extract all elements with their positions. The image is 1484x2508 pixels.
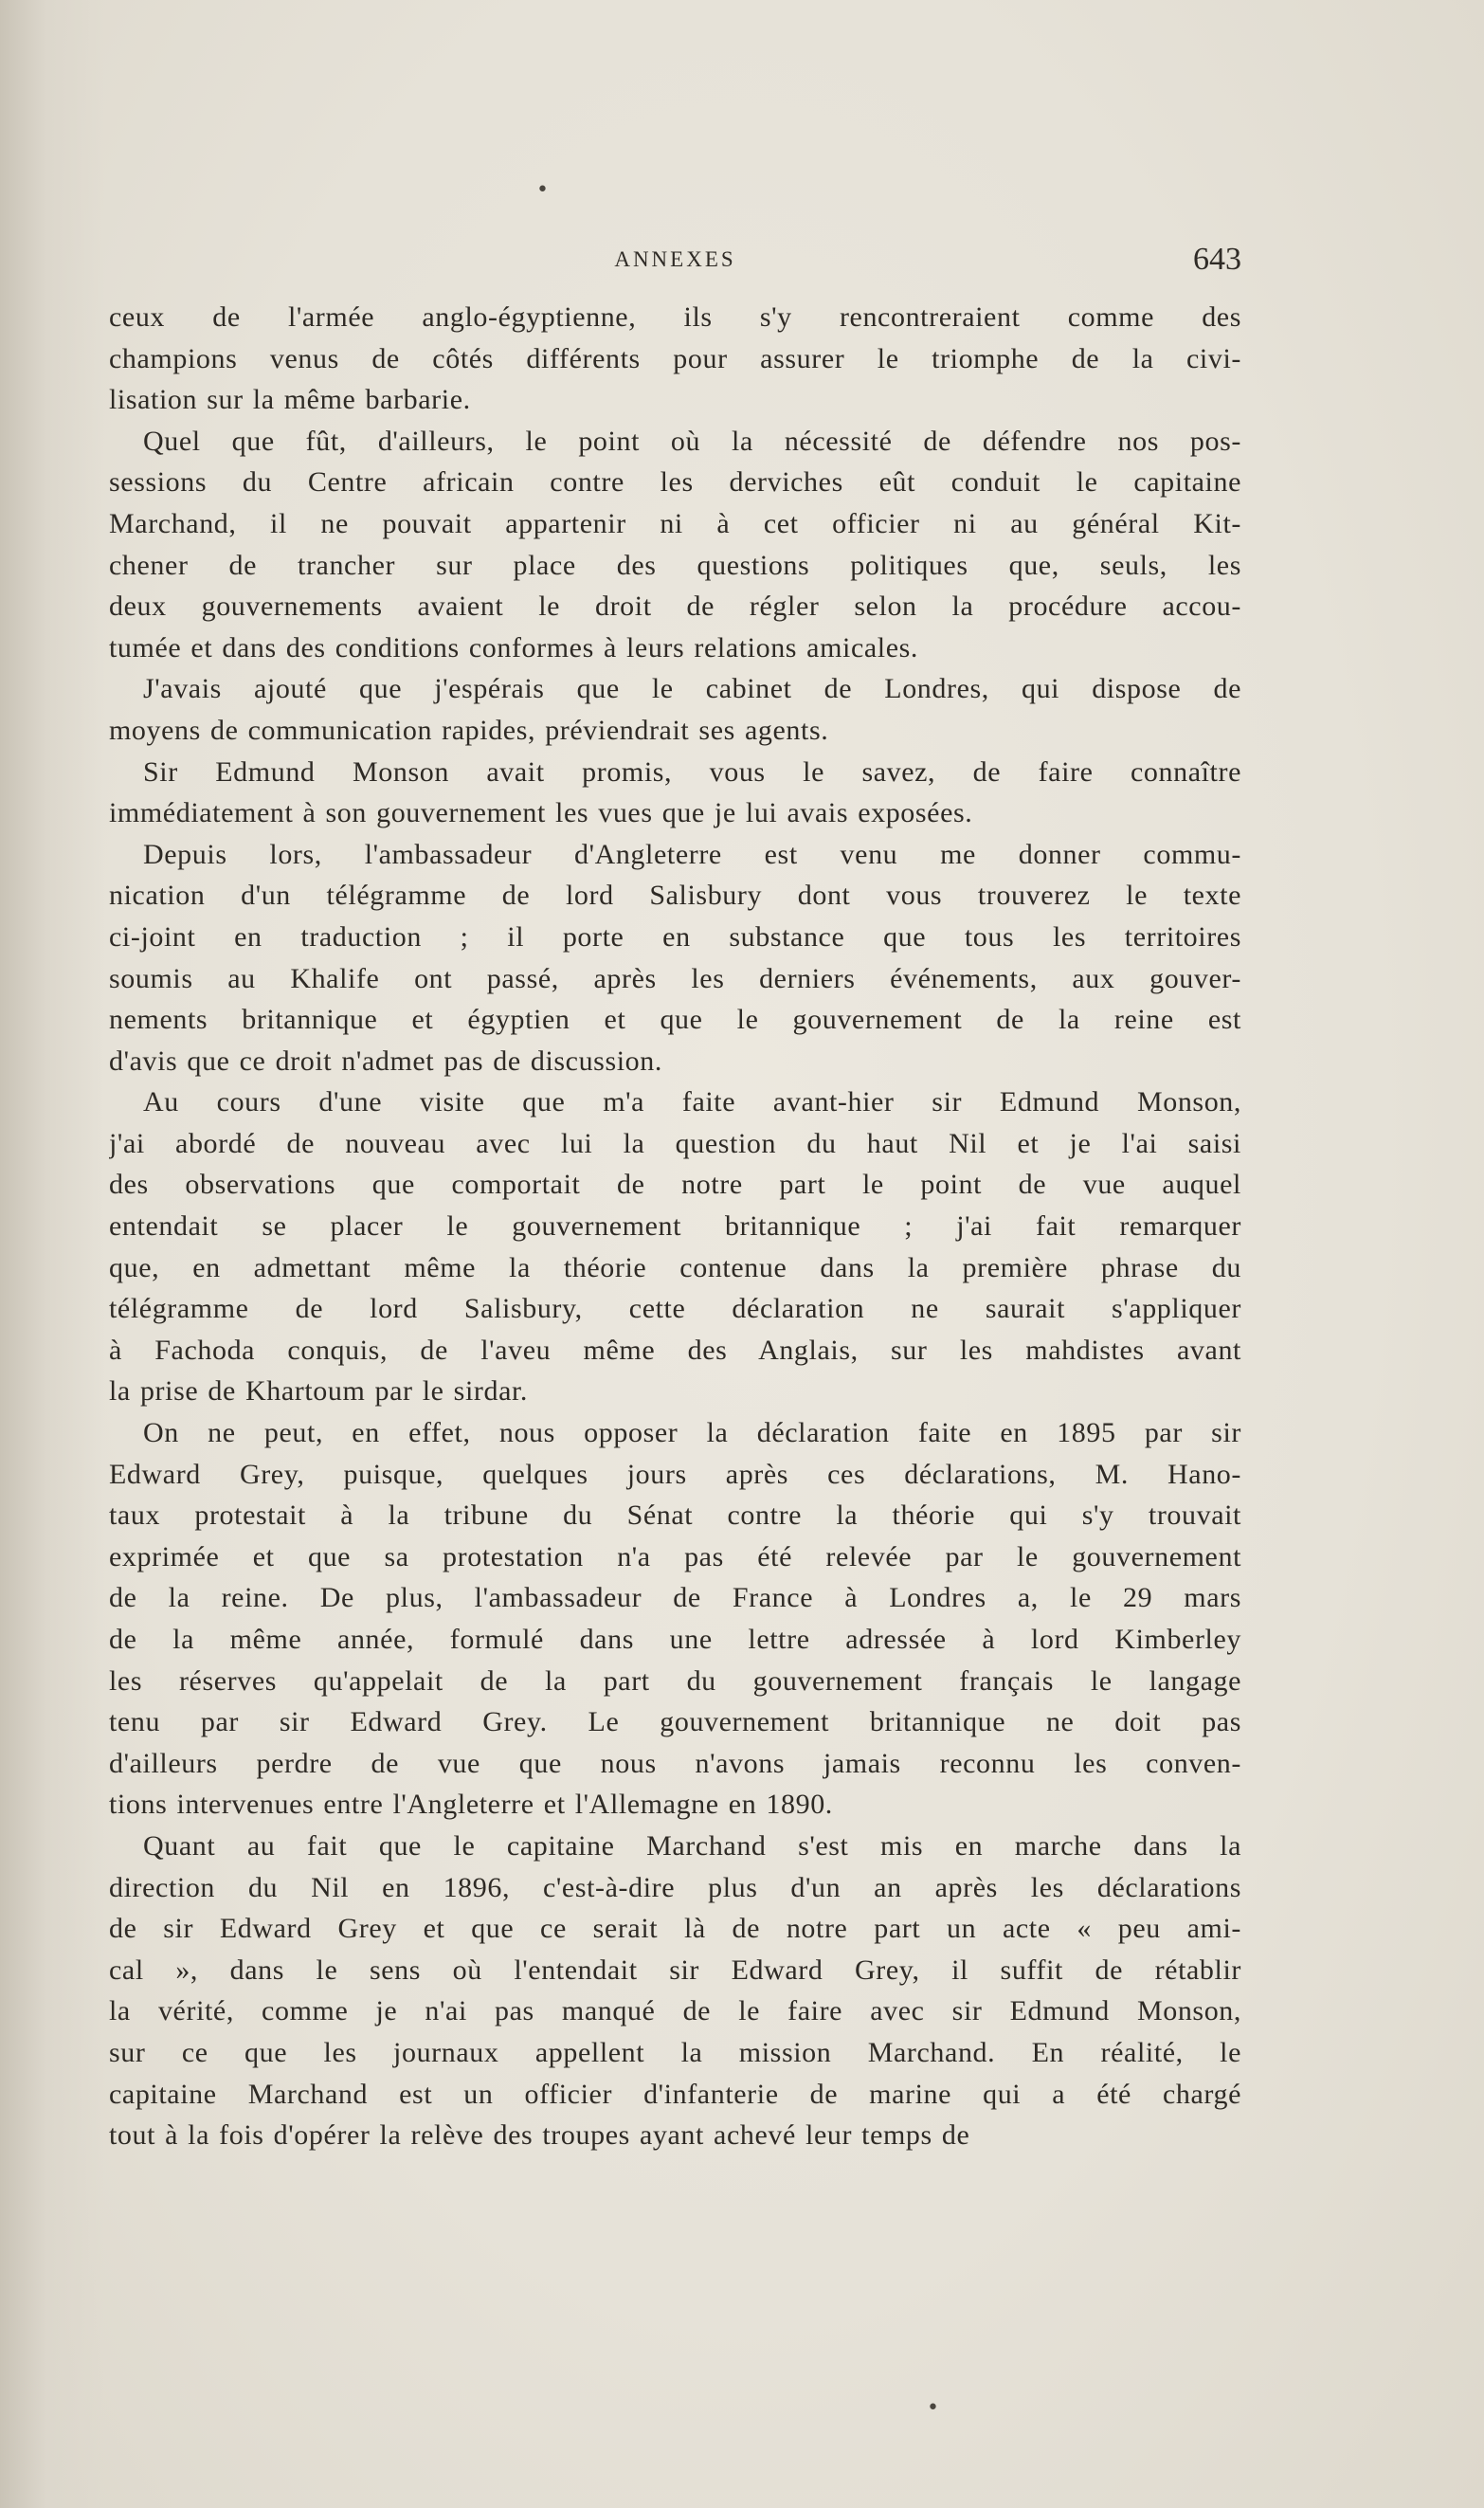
text-line: tout à la fois d'opérer la relève des troupes ayant achevé leur temps de	[109, 2119, 970, 2152]
text-line: J'avais ajouté que j'espérais que le cabinet de Londres, qui dispose de	[143, 673, 1241, 705]
text-line: Au cours d'une visite que m'a faite avant-hier sir Edmund Monson,	[143, 1086, 1241, 1118]
top-ornament: •	[536, 178, 549, 202]
text-line: Depuis lors, l'ambassadeur d'Angleterre est venu me donner commu-	[143, 838, 1241, 870]
text-line: On ne peut, en effet, nous opposer la déclaration faite en 1895 par sir	[143, 1417, 1241, 1449]
text-line: taux protestait à la tribune du Sénat contre la théorie qui s'y trouvait	[109, 1499, 1241, 1532]
text-line: j'ai abordé de nouveau avec lui la question du haut Nil et je l'ai saisi	[109, 1127, 1241, 1159]
text-line: deux gouvernements avaient le droit de régler selon la procédure accou-	[109, 591, 1241, 623]
text-line: cal », dans le sens où l'entendait sir Edward Grey, il suffit de rétablir	[109, 1954, 1241, 1986]
text-line: que, en admettant même la théorie contenue dans la première phrase du	[109, 1251, 1241, 1283]
text-line: ceux de l'armée anglo-égyptienne, ils s'y rencontreraient comme des	[109, 301, 1241, 333]
text-line: sur ce que les journaux appellent la mission Marchand. En réalité, le	[109, 2036, 1241, 2068]
text-line: d'ailleurs perdre de vue que nous n'avons jamais reconnu les conven-	[109, 1747, 1241, 1779]
text-line: ci-joint en traduction ; il porte en substance que tous les territoires	[109, 920, 1241, 953]
text-line: entendait se placer le gouvernement britannique ; j'ai fait remarquer	[109, 1210, 1241, 1243]
text-line: Quel que fût, d'ailleurs, le point où la nécessité de défendre nos pos-	[143, 425, 1241, 457]
text-line: sessions du Centre africain contre les derviches eût conduit le capitaine	[109, 466, 1241, 499]
text-line: Edward Grey, puisque, quelques jours après ces déclarations, M. Hano-	[109, 1458, 1241, 1490]
text-line: à Fachoda conquis, de l'aveu même des Anglais, sur les mahdistes avant	[109, 1334, 1241, 1366]
text-line: champions venus de côtés différents pour assurer le triomphe de la civi-	[109, 342, 1241, 374]
text-line: soumis au Khalife ont passé, après les derniers événements, aux gouver-	[109, 962, 1241, 994]
page-number: 643	[1193, 242, 1241, 277]
text-line: direction du Nil en 1896, c'est-à-dire plus d'un an après les déclarations	[109, 1871, 1241, 1903]
text-line: Quant au fait que le capitaine Marchand s'est mis en marche dans la	[143, 1829, 1241, 1862]
text-line: nication d'un télégramme de lord Salisbury dont vous trouverez le texte	[109, 880, 1241, 912]
text-line: de sir Edward Grey et que ce serait là de notre part un acte « peu ami-	[109, 1913, 1241, 1945]
body-text	[109, 297, 1241, 2156]
text-line: Marchand, il ne pouvait appartenir ni à cet officier ni au général Kit-	[109, 507, 1241, 539]
text-line: Sir Edmund Monson avait promis, vous le savez, de faire connaître	[143, 755, 1241, 788]
text-line: la vérité, comme je n'ai pas manqué de le faire avec sir Edmund Monson,	[109, 1995, 1241, 2027]
text-line: moyens de communication rapides, préviendrait ses agents.	[109, 714, 829, 746]
text-line: tions intervenues entre l'Angleterre et l'Allemagne en 1890.	[109, 1789, 833, 1821]
text-line: capitaine Marchand est un officier d'infanterie de marine qui a été chargé	[109, 2078, 1241, 2110]
text-line: les réserves qu'appelait de la part du gouvernement français le langage	[109, 1664, 1241, 1697]
text-line: lisation sur la même barbarie.	[109, 384, 471, 416]
text-line: la prise de Khartoum par le sirdar.	[109, 1375, 529, 1408]
text-line: de la même année, formulé dans une lettre adressée à lord Kimberley	[109, 1624, 1241, 1655]
page-header	[109, 242, 1241, 276]
text-line: de la reine. De plus, l'ambassadeur de France à Londres a, le 29 mars	[109, 1582, 1241, 1614]
text-line: chener de trancher sur place des questions politiques que, seuls, les	[109, 549, 1241, 581]
text-line: exprimée et que sa protestation n'a pas été relevée par le gouvernement	[109, 1540, 1241, 1572]
text-line: d'avis que ce droit n'admet pas de discussion.	[109, 1045, 662, 1077]
text-line: tenu par sir Edward Grey. Le gouvernement britannique ne doit pas	[109, 1706, 1241, 1738]
page-gutter-shadow	[0, 0, 104, 2508]
text-line: tumée et dans des conditions conformes à leurs relations amicales.	[109, 631, 919, 663]
text-line: des observations que comportait de notre part le point de vue auquel	[109, 1169, 1241, 1201]
text-line: immédiatement à son gouvernement les vues que je lui avais exposées.	[109, 797, 973, 829]
text-line: télégramme de lord Salisbury, cette déclaration ne saurait s'appliquer	[109, 1293, 1241, 1325]
running-title: ANNEXES	[614, 247, 736, 271]
text-line: nements britannique et égyptien et que le gouvernement de la reine est	[109, 1004, 1241, 1036]
bottom-ink-mark: •	[927, 2396, 939, 2420]
